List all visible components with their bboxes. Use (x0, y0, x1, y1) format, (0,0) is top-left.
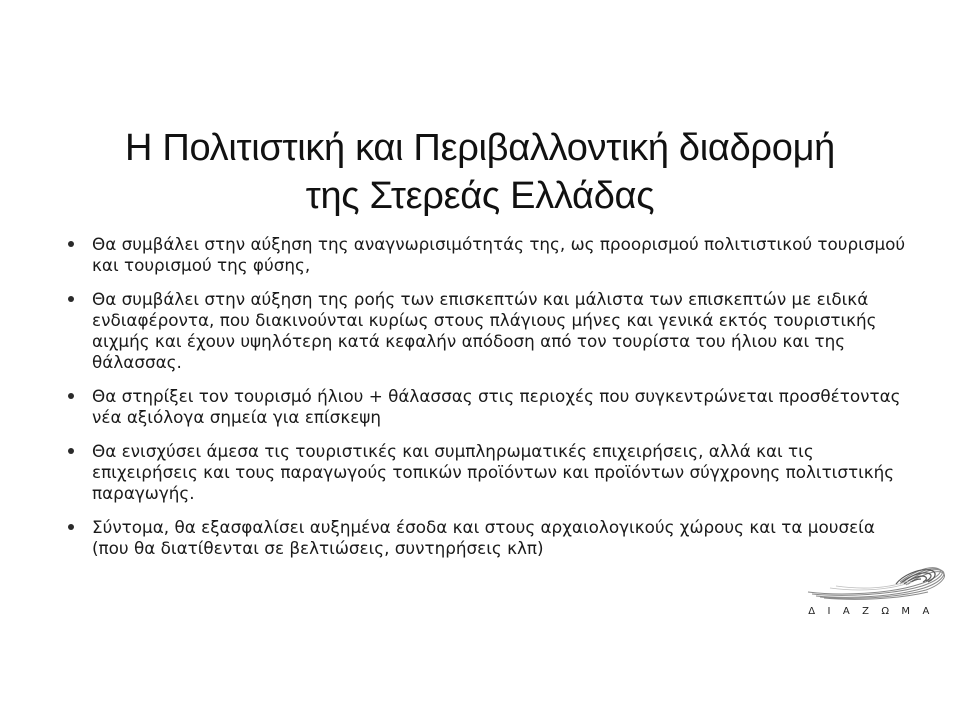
bullet-text: Σύντομα, θα εξασφαλίσει αυξημένα έσοδα και στους αρχαιολογικούς χώρους και τα μουσεία (που θα διατίθενται σε βελτιώσεις, συντηρήσεις κλπ) (92, 517, 875, 558)
bullet-dot-icon (68, 296, 74, 302)
bullet-list (62, 234, 912, 572)
diazoma-swirl-logo-icon (800, 562, 950, 602)
bullet-item (62, 234, 912, 276)
bullet-text: Θα συμβάλει στην αύξηση της αναγνωρισιμότητάς της, ως προορισμού πολιτιστικού τουρισμού και τουρισμού της φύσης, (92, 234, 906, 275)
slide-title (60, 124, 900, 220)
slide-title-line-2: της Στερεάς Ελλάδας (305, 175, 655, 217)
bullet-dot-icon (68, 524, 74, 530)
diazoma-logo (800, 562, 950, 626)
bullet-text: Θα στηρίξει τον τουρισμό ήλιου + θάλασσας στις περιοχές που συγκεντρώνεται προσθέτοντας νέα αξιόλογα σημεία για επίσκεψη (92, 386, 901, 427)
bullet-dot-icon (68, 448, 74, 454)
logo-wordmark: ΔΙΑΖΩΜΑ (808, 606, 942, 617)
bullet-dot-icon (68, 393, 74, 399)
bullet-text: Θα συμβάλει στην αύξηση της ροής των επισκεπτών και μάλιστα των επισκεπτών με ειδικά ενδιαφέροντα, που διακινούνται κυρίως στους πλάγιους μήνες και γενικά εκτός τουριστικής αιχμής και έχουν υψηλότερη κατά κεφαλήν απόδοση από τον τουρίστα του ήλιου και της θάλασσας. (92, 289, 877, 372)
bullet-item (62, 386, 912, 428)
bullet-item (62, 289, 912, 373)
bullet-item (62, 441, 912, 504)
bullet-text: Θα ενισχύσει άμεσα τις τουριστικές και συμπληρωματικές επιχειρήσεις, αλλά και τις επιχειρήσεις και τους παραγωγούς τοπικών προϊόντων και προϊόντων σύγχρονης πολιτιστικής παραγωγής. (92, 441, 895, 503)
slide-title-line-1: Η Πολιτιστική και Περιβαλλοντική διαδρομή (124, 127, 836, 169)
bullet-item (62, 517, 912, 559)
bullet-dot-icon (68, 241, 74, 247)
